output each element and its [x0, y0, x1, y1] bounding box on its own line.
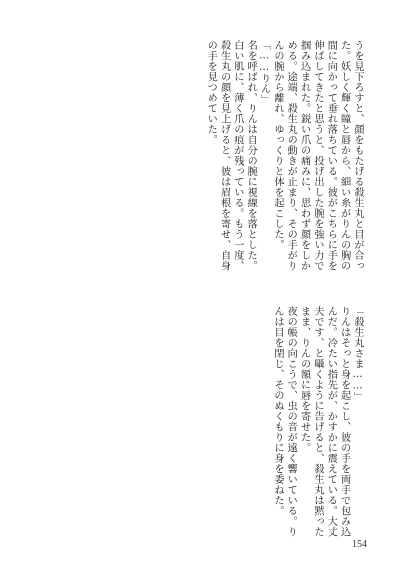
paragraph: うを見下ろすと、顔をもたげる殺生丸と目が合った。妖しく輝く瞳と唇から、細い糸がりんの胸の間に向かって垂れ落ちている。彼がこちらに手を伸ばしてきたと思うと、投げ出した腕を強い力で掴み込まれた。鋭い爪の痛みに、思わず顔をしかめる。途端、殺生丸の動きが止まり、その手がりんの腕から離れ、ゆっくりと体を起こした。	[271, 40, 363, 271]
upper-text-block	[36, 40, 364, 278]
lower-text-block	[36, 306, 364, 538]
page-number: 154	[352, 539, 367, 550]
paragraph: 夜の帳の向こうで、虫の音が遠く響いている。りんは目を閉じ、そのぬくもりに身を委ねた。	[271, 306, 297, 537]
paragraph: 「殺生丸さま……」	[352, 306, 363, 403]
paragraph: 「……りん」	[258, 40, 270, 105]
paragraph: りんはそっと身を起こし、彼の手を両手で包み込んだ。冷たい指先が、かすかに震えている。大丈夫です、と囁くように告げると、殺生丸は黙ったまま、りんの額に唇を寄せた。	[298, 306, 350, 537]
paragraph: 名を呼ばれ、りんは自分の腕に視線を落とした。白い肌に、薄く爪の痕が残っている。もう一度、殺生丸の顔を見上げると、彼は眉根を寄せ、自身の手を見つめていた。	[205, 40, 257, 271]
